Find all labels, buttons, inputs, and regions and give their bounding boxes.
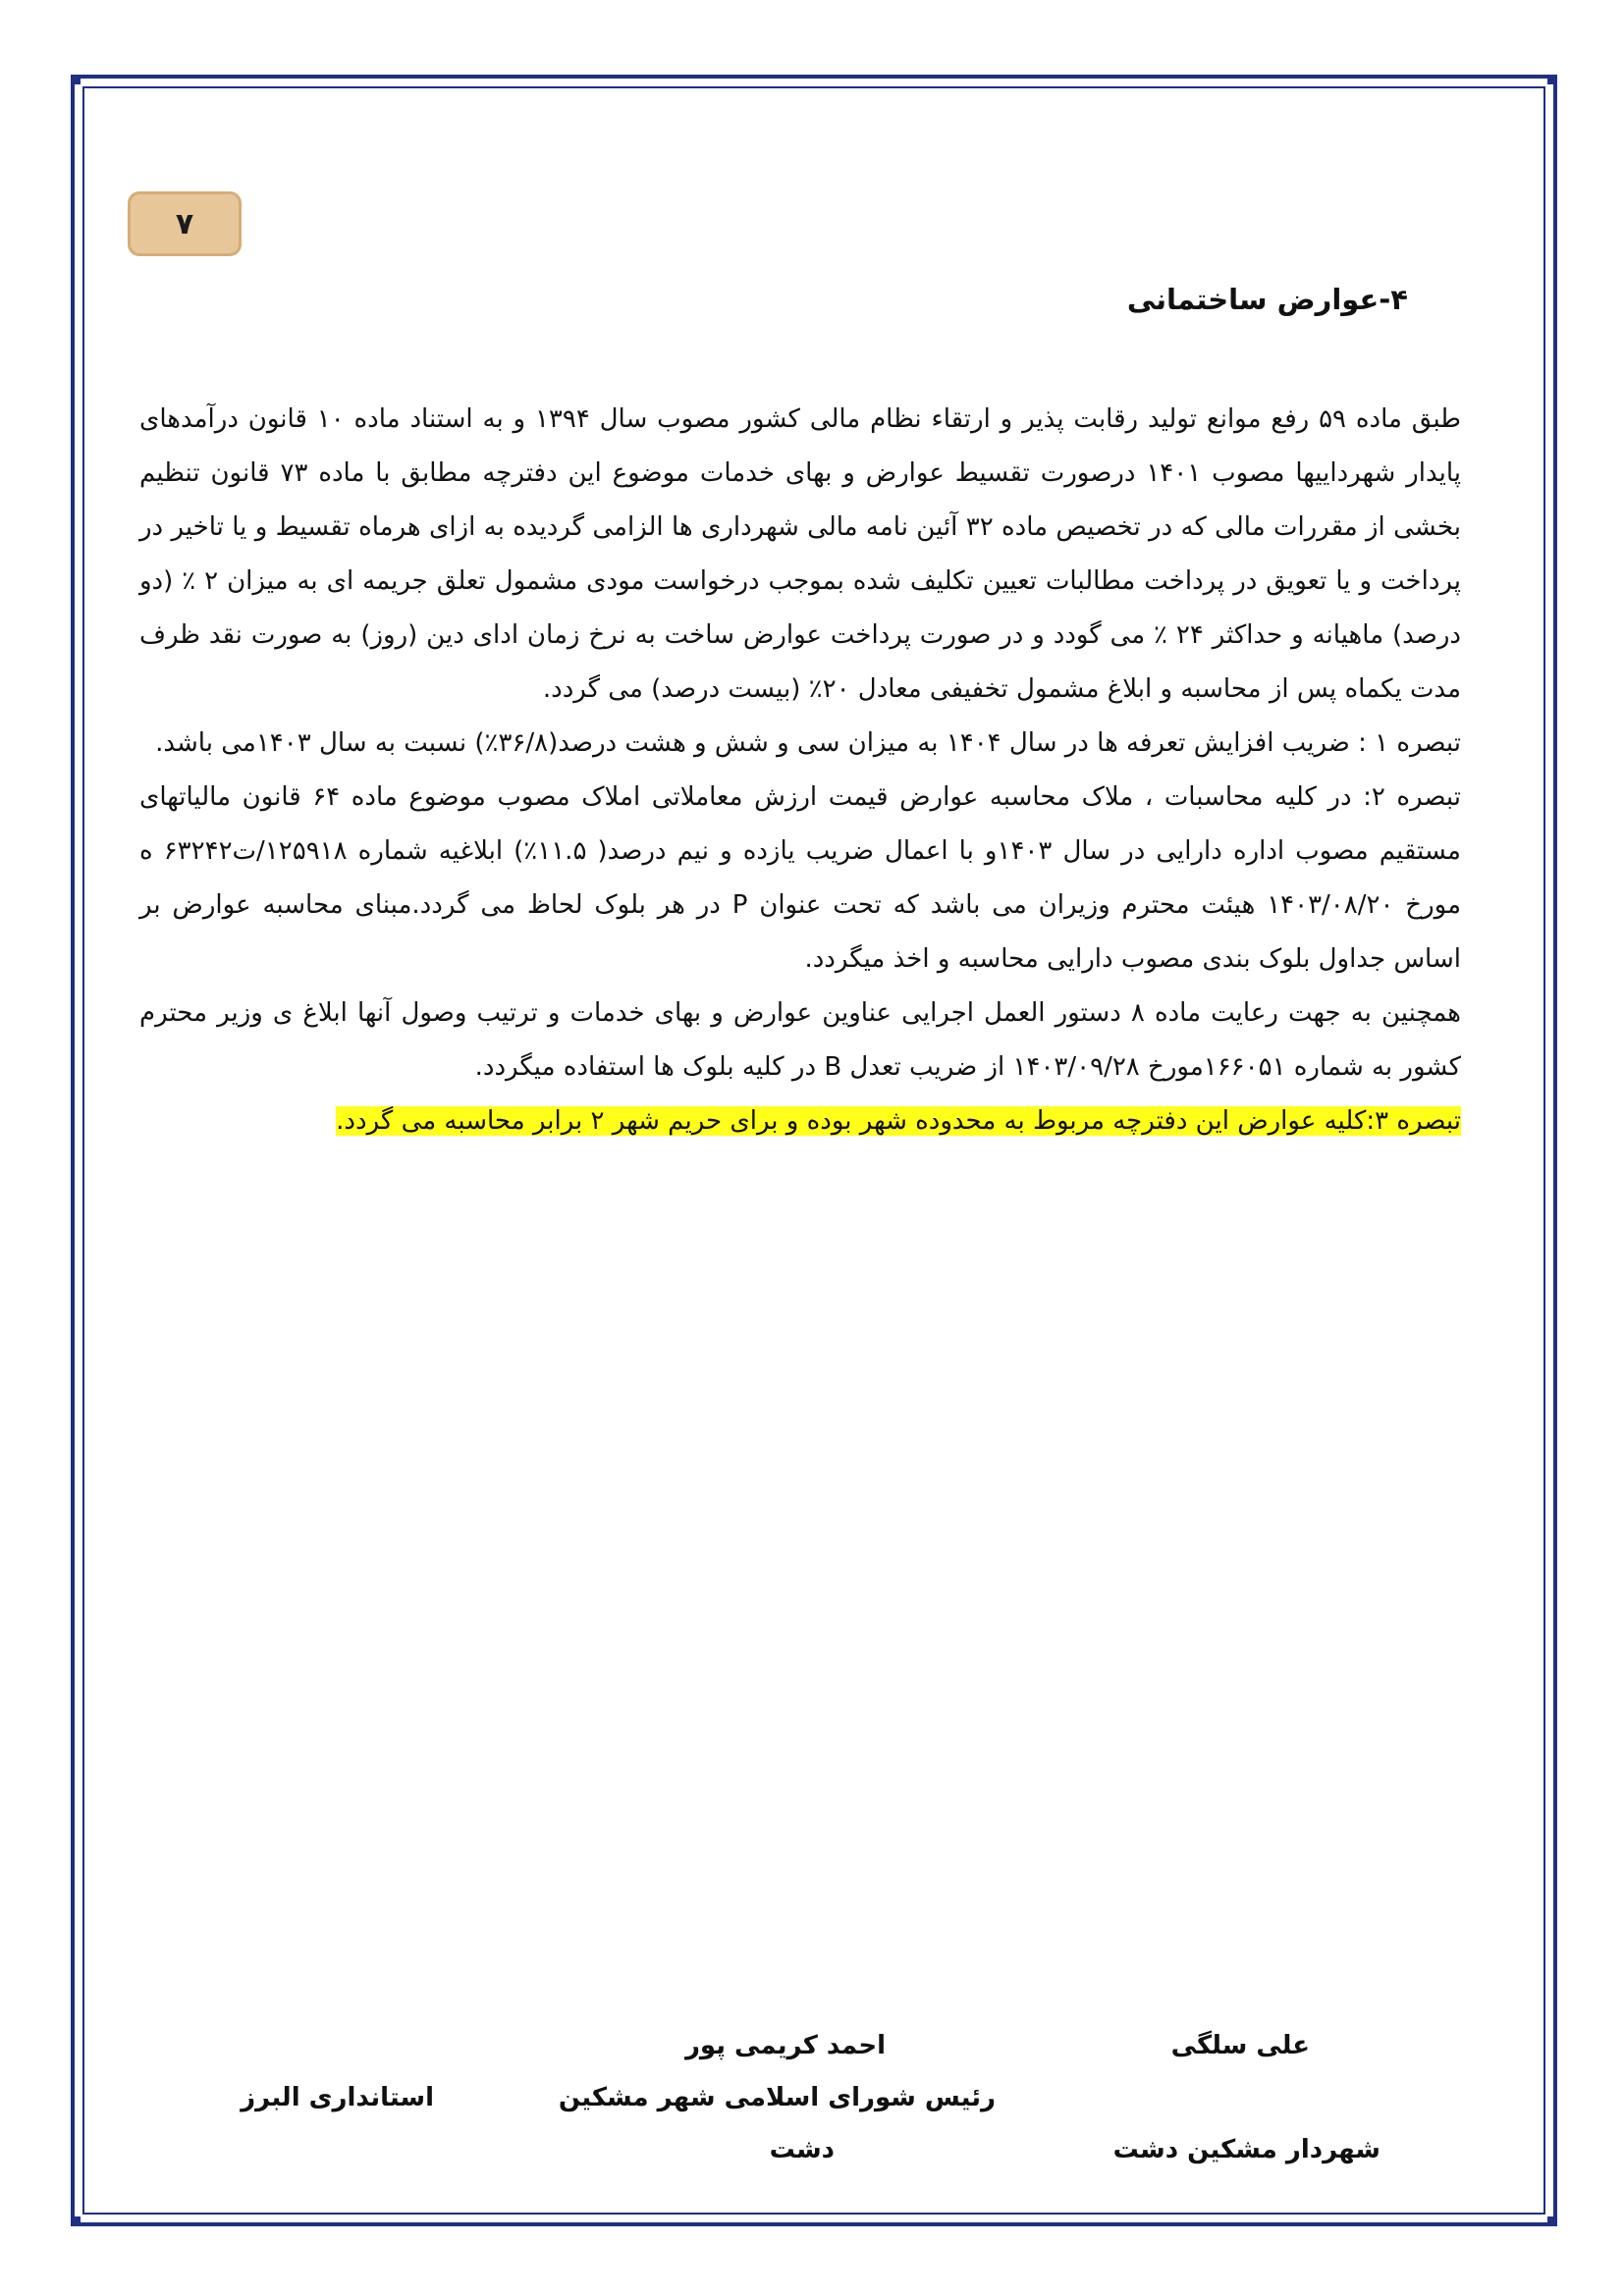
paragraph-note-2: تبصره ۲: در کلیه محاسبات ، ملاک محاسبه عوارض قیمت ارزش معاملاتی املاک مصوب موضوع ماده ۶۴ قانون مالیاتهای مستقیم مصوب اداره دارایی در سال ۱۴۰۳و با اعمال ضریب یازده و نیم درصد( ۱۱.۵٪) ابلاغیه شماره ۱۲۵۹۱۸/ت۶۳۲۴۲ ه مورخ ۱۴۰۳/۰۸/۲۰ هیئت محترم وزیران می باشد که تحت عنوان P در هر بلوک لحاظ می گردد.مبنای محاسبه عوارض بر اساس جداول بلوک بندی مصوب دارایی محاسبه و اخذ میگردد. bbox=[139, 782, 1461, 974]
paragraph-adjustment-coefficient: همچنین به جهت رعایت ماده ۸ دستور العمل اجرایی عناوین عوارض و بهای خدمات و ترتیب وصول آنها ابلاغ ی وزیر محترم کشور به شماره ۱۶۶۰۵۱مورخ ۱۴۰۳/۰۹/۲۸ از ضریب تعدل B در کلیه بلوک ها استفاده میگردد. bbox=[139, 998, 1461, 1082]
frame-corner-bottom-right bbox=[1547, 2216, 1557, 2226]
page-number-badge: ۷ bbox=[128, 191, 242, 256]
document-body bbox=[139, 393, 1461, 1148]
frame-corner-top-right bbox=[1547, 75, 1557, 84]
paragraph-note-3 bbox=[139, 1095, 1461, 1148]
frame-corner-bottom-left bbox=[71, 2216, 81, 2226]
signature-council-title: رئیس شورای اسلامی شهر مشکین bbox=[558, 2083, 996, 2112]
signature-council-name: احمد کریمی پور bbox=[684, 2031, 886, 2060]
signature-mayor-title: شهردار مشکین دشت bbox=[1112, 2135, 1380, 2164]
section-title: ۴-عوارض ساختمانی bbox=[1126, 283, 1408, 316]
highlighted-note: تبصره ۳:کلیه عوارض این دفترچه مربوط به محدوده شهر بوده و برای حریم شهر ۲ برابر محاسبه می گردد. bbox=[336, 1106, 1461, 1136]
frame-corner-top-left bbox=[71, 75, 81, 84]
signature-mayor-name: علی سلگی bbox=[1170, 2031, 1310, 2060]
paragraph-installment-rules: طبق ماده ۵۹ رفع موانع تولید رقابت پذیر و ارتقاء نظام مالی کشور مصوب سال ۱۳۹۴ و به استناد ماده ۱۰ قانون درآمدهای پایدار شهرداییها مصوب ۱۴۰۱ درصورت تقسیط عوارض و بهای خدمات موضوع این دفترچه مطابق با ماده ۷۳ قانون تنظیم بخشی از مقررات مالی که در تخصیص ماده ۳۲ آئین نامه مالی شهرداری ها الزامی گردیده به ازای هرماه تقسیط و یا تاخیر در پرداخت و یا تعویق در پرداخت مطالبات تعیین تکلیف شده بموجب درخواست مودی مشمول تعلق جریمه ای به میزان ۲ ٪ (دو درصد) ماهیانه و حداکثر ۲۴ ٪ می گودد و در صورت پرداخت عوارض ساخت به نرخ زمان ادای دین (روز) به صورت نقد ظرف مدت یکماه پس از محاسبه و ابلاغ مشمول تخفیفی معادل ۲۰٪ (بیست درصد) می گردد. bbox=[139, 404, 1462, 704]
signature-council-title-line2: دشت bbox=[769, 2135, 835, 2164]
paragraph-note-1: تبصره ۱ : ضریب افزایش تعرفه ها در سال ۱۴۰۴ به میزان سی و شش و هشت درصد(۳۶/۸٪) نسبت به سال ۱۴۰۳می باشد. bbox=[155, 728, 1461, 758]
signature-governorate-title: استانداری البرز bbox=[241, 2083, 434, 2112]
